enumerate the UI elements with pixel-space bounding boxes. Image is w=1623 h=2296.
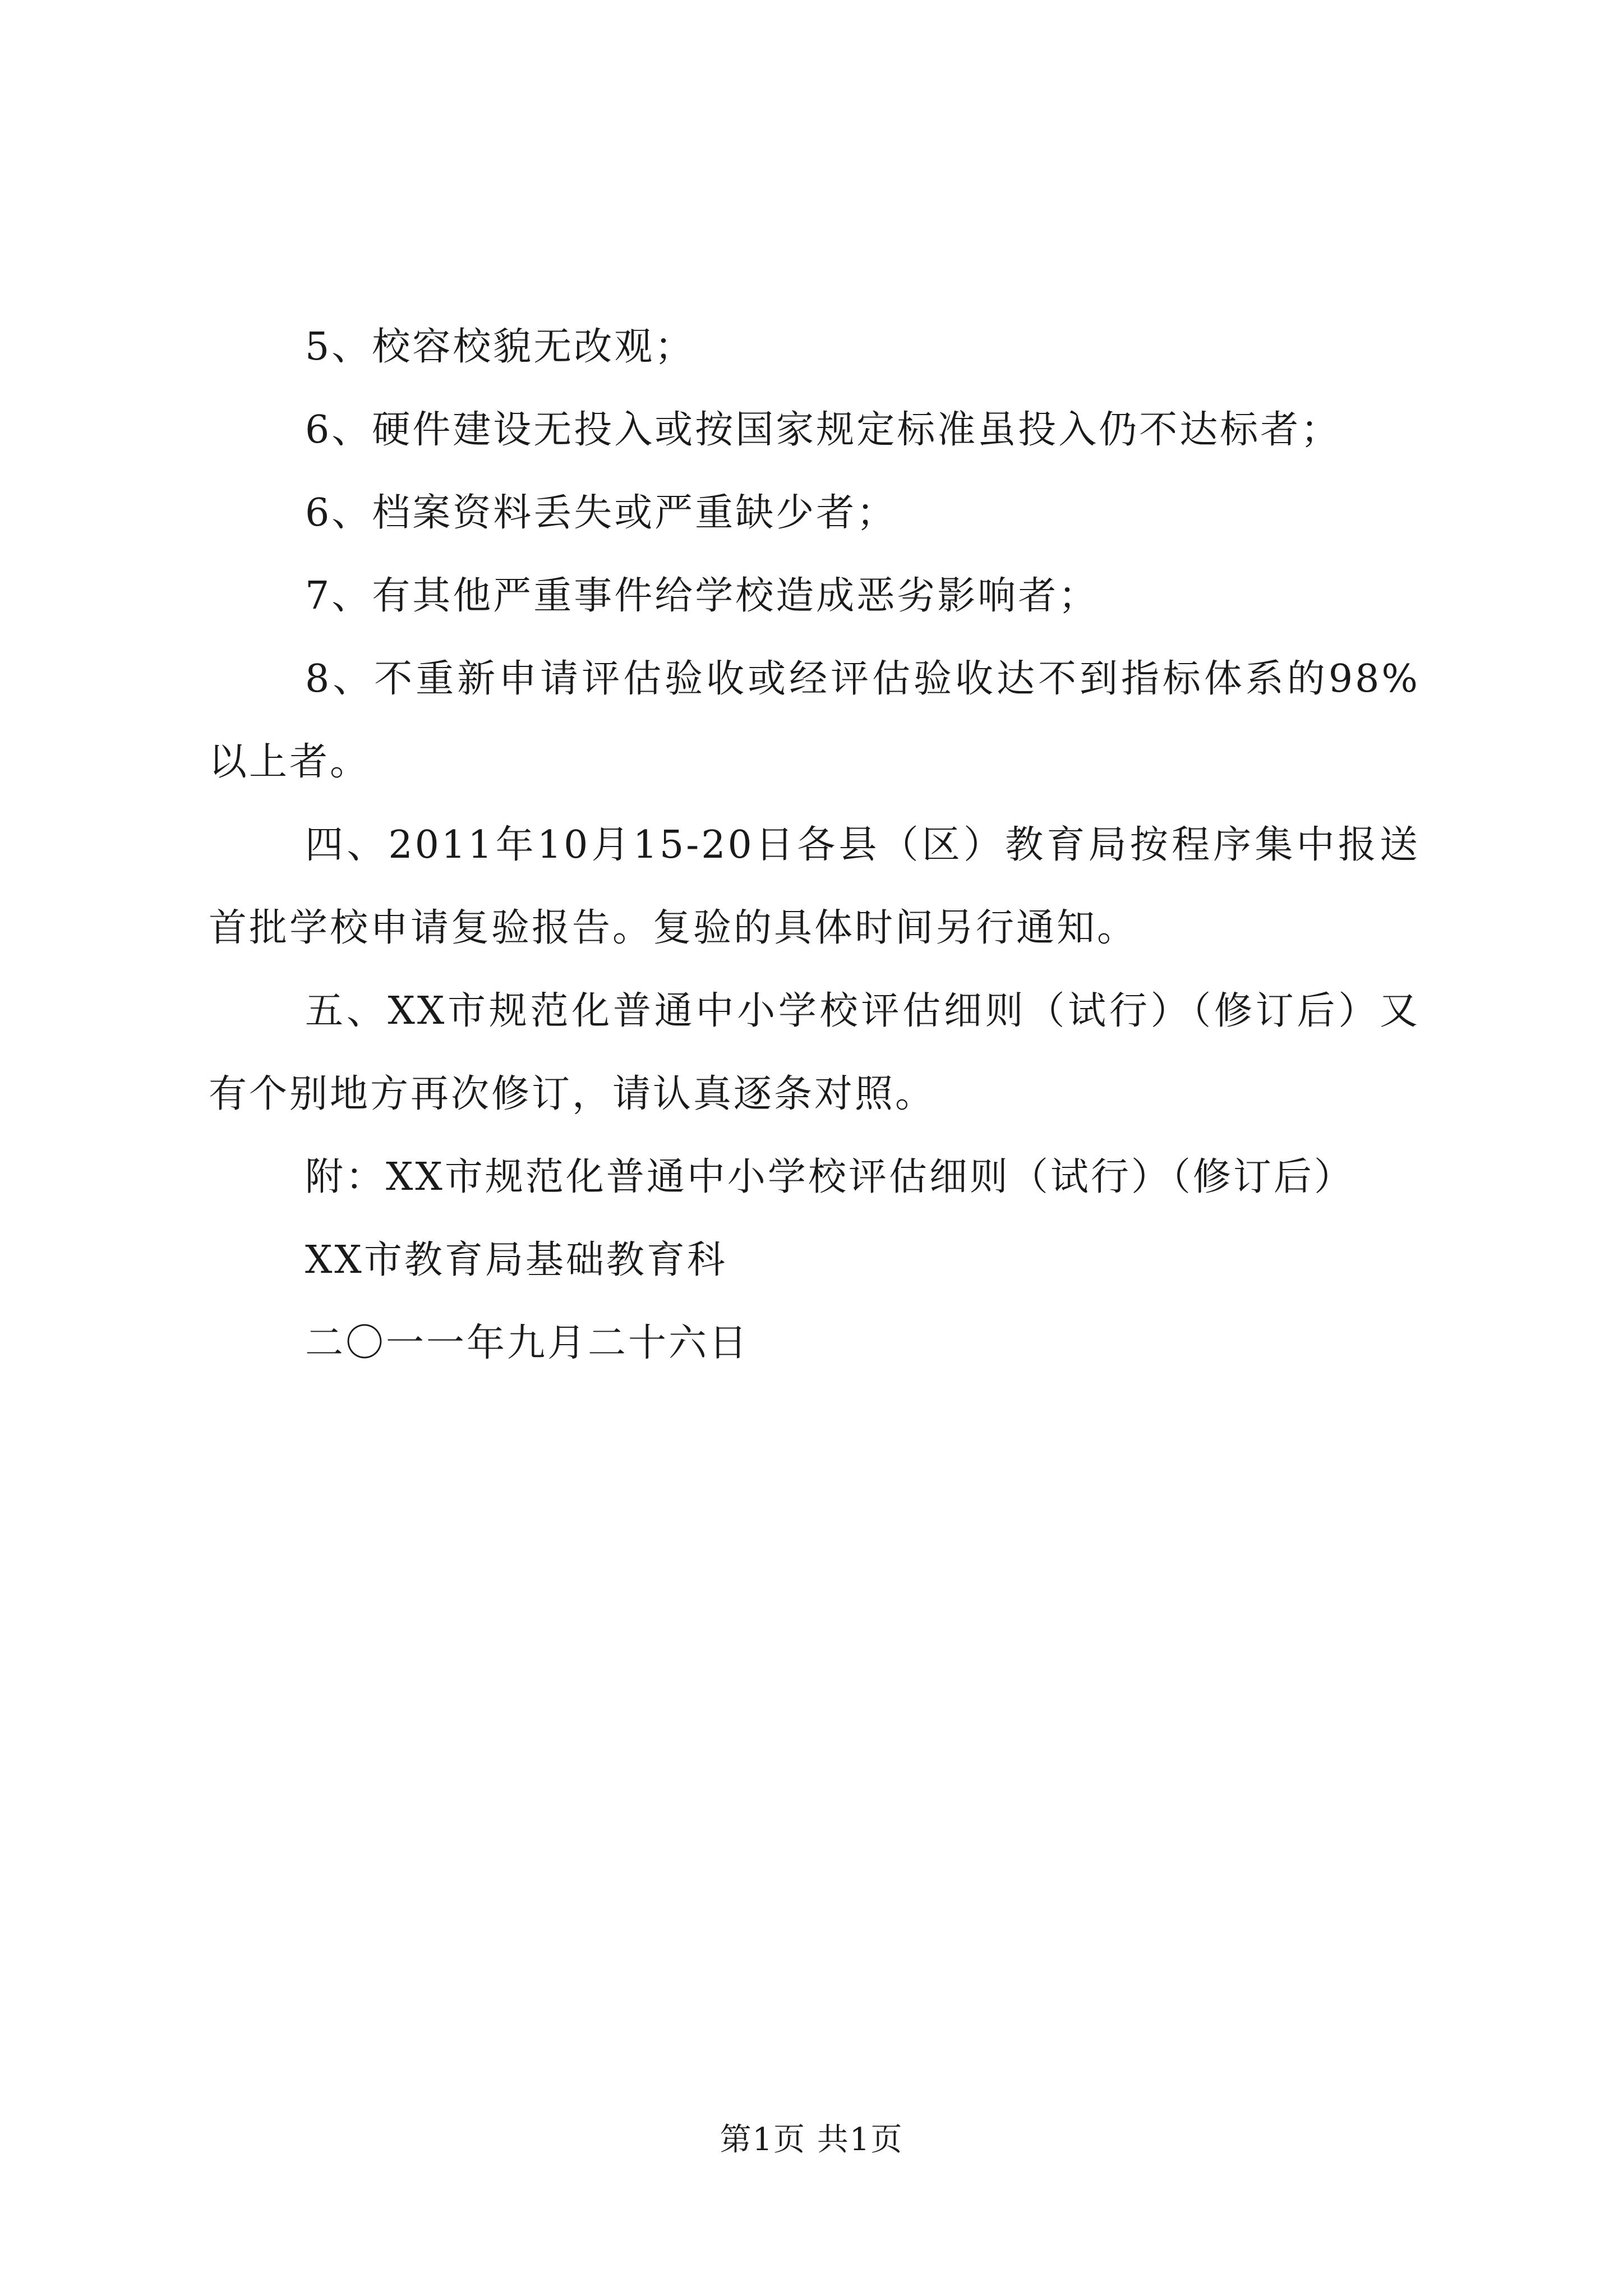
section-5-revision: 五、XX市规范化普通中小学校评估细则（试行）（修订后）又有个别地方再次修订，请认真逐条对照。 (209, 989, 1420, 1116)
attachment-line: 附：XX市规范化普通中小学校评估细则（试行）（修订后） (305, 1155, 1354, 1199)
issue-date: 二〇一一年九月二十六日 (305, 1321, 750, 1365)
item-7-serious-incidents: 7、有其他严重事件给学校造成恶劣影响者； (305, 574, 1099, 618)
item-6-hardware-investment: 6、硬件建设无投入或按国家规定标准虽投入仍不达标者； (305, 408, 1341, 452)
item-5-campus-appearance: 5、校容校貌无改观； (305, 325, 695, 369)
document-body (209, 306, 1420, 1385)
item-8-reassessment: 8、不重新申请评估验收或经评估验收达不到指标体系的98%以上者。 (209, 657, 1420, 784)
item-6-archive-loss: 6、档案资料丢失或严重缺少者； (305, 491, 897, 535)
issuer-signature: XX市教育局基础教育科 (305, 1238, 727, 1282)
page-footer: 第1页 共1页 (720, 2122, 903, 2158)
section-4-submission: 四、2011年10月15-20日各县（区）教育局按程序集中报送首批学校申请复验报告。复验的具体时间另行通知。 (209, 823, 1420, 950)
